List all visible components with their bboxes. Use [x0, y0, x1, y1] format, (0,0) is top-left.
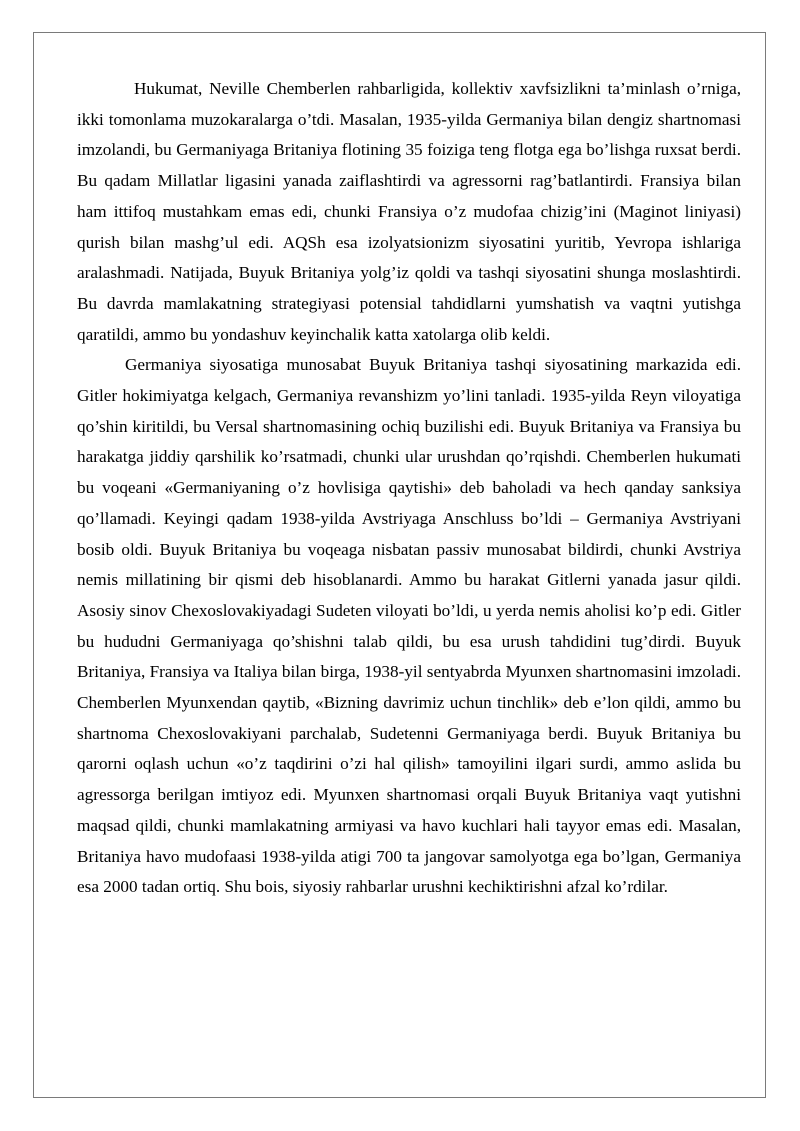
- paragraph-1: Hukumat, Neville Chemberlen rahbarligida, kollektiv xavfsizlikni ta’minlash o’rniga, ikki tomonlama muzokaralarga o’tdi. Masalan, 1935-yilda Germaniya bilan dengiz shartnomasi imzolandi, bu Germaniyaga Britaniya flotining 35 foiziga teng flotga ega bo’lishga ruxsat berdi. Bu qadam Millatlar ligasini yanada zaiflashtirdi va agressorni rag’batlantirdi. Fransiya bilan ham ittifoq mustahkam emas edi, chunki Fransiya o’z mudofaa chizig’ini (Maginot liniyasi) qurish bilan mashg’ul edi. AQSh esa izolyatsionizm siyosatini yuritib, Yevropa ishlariga aralashmadi. Natijada, Buyuk Britaniya yolg’iz qoldi va tashqi siyosatini shunga moslashtirdi. Bu davrda mamlakatning strategiyasi potensial tahdidlarni yumshatish va vaqtni yutishga qaratildi, ammo bu yondashuv keyinchalik katta xatolarga olib keldi.: [77, 79, 741, 344]
- paragraph-2: Germaniya siyosatiga munosabat Buyuk Britaniya tashqi siyosatining markazida edi. Gitler hokimiyatga kelgach, Germaniya revanshizm yo’lini tanladi. 1935-yilda Reyn viloyatiga qo’shin kiritildi, bu Versal shartnomasining ochiq buzilishi edi. Buyuk Britaniya va Fransiya bu harakatga jiddiy qarshilik ko’rsatmadi, chunki ular urushdan qo’rqishdi. Chemberlen hukumati bu voqeani «Germaniyaning o’z hovlisiga qaytishi» deb baholadi va hech qanday sanksiya qo’llamadi. Keyingi qadam 1938-yilda Avstriyaga Anschluss bo’ldi – Germaniya Avstriyani bosib oldi. Buyuk Britaniya bu voqeaga nisbatan passiv munosabat bildirdi, chunki Avstriya nemis millatining bir qismi deb hisoblanardi. Ammo bu harakat Gitlerni yanada jasur qildi. Asosiy sinov Chexoslovakiyadagi Sudeten viloyati bo’ldi, u yerda nemis aholisi ko’p edi. Gitler bu hududni Germaniyaga qo’shishni talab qildi, bu esa urush tahdidini tug’dirdi. Buyuk Britaniya, Fransiya va Italiya bilan birga, 1938-yil sentyabrda Myunxen shartnomasini imzoladi. Chemberlen Myunxendan qaytib, «Bizning davrimiz uchun tinchlik» deb e’lon qildi, ammo bu shartnoma Chexoslovakiyani parchalab, Sudetenni Germaniyaga berdi. Buyuk Britaniya bu qarorni oqlash uchun «o’z taqdirini o’zi hal qilish» tamoyilini ilgari surdi, ammo aslida bu agressorga berilgan imtiyoz edi. Myunxen shartnomasi orqali Buyuk Britaniya vaqt yutishni maqsad qildi, chunki mamlakatning armiyasi va havo kuchlari hali tayyor emas edi. Masalan, Britaniya havo mudofaasi 1938-yilda atigi 700 ta jangovar samolyotga ega bo’lgan, Germaniya esa 2000 tadan ortiq. Shu bois, siyosiy rahbarlar urushni kechiktirishni afzal ko’rdilar.: [77, 355, 741, 897]
- document-body: [77, 74, 741, 903]
